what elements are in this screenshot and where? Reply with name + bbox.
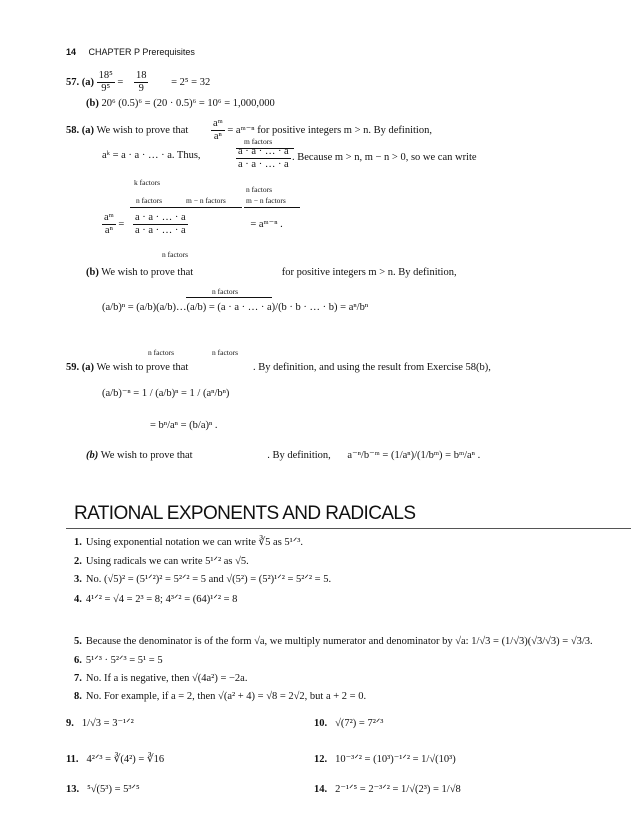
- exercise-number: 57.: [66, 76, 80, 88]
- item-number: 5.: [74, 636, 82, 647]
- concept-item: [74, 655, 163, 667]
- exercise-57-b: [86, 98, 275, 110]
- exercise-item: [66, 754, 164, 766]
- part-label: (b): [86, 267, 99, 278]
- brace-label: k factors: [134, 178, 161, 187]
- item-text: 4¹ᐟ² = √4 = 2³ = 8; 4³ᐟ² = (64)¹ᐟ² = 8: [85, 594, 238, 605]
- part-label: (a): [81, 362, 94, 373]
- overbrace: [130, 207, 242, 208]
- brace-label: n factors: [148, 348, 175, 357]
- brace-label: n factors: [162, 250, 189, 259]
- brace-label: n factors: [246, 185, 273, 194]
- exercise-answer: 1/√3 = 3⁻¹ᐟ²: [81, 718, 134, 729]
- concept-item: [74, 537, 303, 549]
- exercise-number: 10.: [314, 718, 328, 729]
- equation: = aᵐ⁻ⁿ .: [250, 218, 283, 230]
- derivation: (a/b)ⁿ = (a/b)(a/b)…(a/b) = (a · a · … · a)/(b · b · … · b) = aⁿ/bⁿ: [102, 302, 369, 313]
- fraction: [102, 212, 116, 237]
- part-label: (b): [86, 98, 99, 109]
- brace-label: n factors: [136, 196, 163, 205]
- exercise-answer: 2⁻¹ᐟ⁵ = 2⁻³ᐟ² = 1/√(2³) = 1/√8: [335, 784, 461, 795]
- exercise-item: [314, 784, 461, 796]
- concept-item: [74, 556, 249, 568]
- exercise-item: [314, 754, 456, 766]
- exercise-57-a: 57. (a) $\frac{\text{18⁵}}{\text{9⁵}}$ = $\frac{18}{9}$ = 2⁵ = 32: [66, 70, 211, 94]
- item-number: 1.: [74, 537, 82, 548]
- part-label: (a): [81, 76, 94, 88]
- exercise-item: [66, 718, 134, 730]
- numerator: 18⁵: [98, 70, 113, 81]
- concept-item: [74, 691, 366, 703]
- numerator: 18: [135, 70, 147, 81]
- item-text: 5¹ᐟ³ · 5²ᐟ³ = 5¹ = 5: [85, 655, 163, 666]
- exercise-59-b: [86, 450, 480, 462]
- equation: = 2⁵ = 32: [171, 76, 211, 88]
- statement-rhs: for positive integers m > n. By definition,: [281, 267, 457, 278]
- denominator: 9: [138, 83, 144, 94]
- concept-item: [74, 673, 247, 685]
- fraction: [97, 70, 115, 95]
- chapter-title: CHAPTER P Prerequisites: [88, 47, 195, 57]
- fraction: [236, 146, 291, 171]
- item-text: No. (√5)² = (5¹ᐟ²)² = 5²ᐟ² = 5 and √(5²) = (5²)¹ᐟ² = 5²ᐟ² = 5.: [85, 574, 332, 585]
- numerator: a · a · … · a: [238, 146, 289, 157]
- exercise-number: 12.: [314, 754, 328, 765]
- exercise-number: 58.: [66, 124, 80, 136]
- exercise-item: [314, 718, 383, 730]
- numerator: aᵐ: [212, 118, 223, 129]
- statement: We wish to prove that: [96, 124, 189, 136]
- concept-item: [74, 574, 331, 586]
- equation: 20⁶ (0.5)⁶ = (20 · 0.5)⁶ = 10⁶ = 1,000,000: [101, 98, 275, 109]
- section-title: RATIONAL EXPONENTS AND RADICALS: [74, 503, 416, 524]
- fraction: [134, 70, 149, 95]
- brace-label: m − n factors: [246, 196, 286, 205]
- exercise-answer: ⁵√(5³) = 5³ᐟ⁵: [87, 784, 140, 795]
- item-text: No. If a is negative, then √(4a²) = −2a.: [85, 673, 248, 684]
- brace-label: m factors: [244, 137, 273, 146]
- exercise-item: [66, 784, 140, 796]
- exercise-number: 11.: [66, 754, 79, 765]
- item-number: 4.: [74, 594, 82, 605]
- denominator: a · a · … · a: [238, 159, 289, 170]
- statement: We wish to prove that: [101, 267, 194, 278]
- item-number: 2.: [74, 556, 82, 567]
- concept-item: [74, 636, 593, 648]
- item-number: 7.: [74, 673, 82, 684]
- section-rule: [66, 528, 631, 529]
- item-number: 6.: [74, 655, 82, 666]
- statement-rhs: = aᵐ⁻ⁿ for positive integers m > n. By definition,: [227, 124, 432, 136]
- item-number: 3.: [74, 574, 82, 585]
- fraction: [133, 212, 188, 237]
- derivation: a⁻ⁿ/b⁻ᵐ = (1/aⁿ)/(1/bᵐ) = bᵐ/aⁿ .: [347, 450, 481, 461]
- exercise-58-b: [86, 267, 457, 279]
- statement-rhs: . By definition, and using the result from Exercise 58(b),: [252, 362, 491, 373]
- page-number: 14: [66, 47, 77, 57]
- exercise-59-a: [66, 362, 491, 374]
- part-label: (a): [81, 124, 94, 136]
- item-text: No. For example, if a = 2, then √(a² + 4) = √8 = 2√2, but a + 2 = 0.: [85, 691, 367, 702]
- running-header: [66, 47, 195, 57]
- exercise-number: 14.: [314, 784, 328, 795]
- overbrace: [244, 207, 300, 208]
- denominator: 9⁵: [101, 83, 111, 94]
- derivation: (a/b)⁻ⁿ = 1 / (a/b)ⁿ = 1 / (aⁿ/bⁿ): [102, 388, 230, 399]
- item-number: 8.: [74, 691, 82, 702]
- denominator: aⁿ: [104, 225, 113, 236]
- fraction-block: [236, 146, 291, 171]
- derivation: = bⁿ/aⁿ = (b/a)ⁿ .: [150, 420, 218, 431]
- part-label: (b): [86, 450, 99, 461]
- statement-rhs: . By definition,: [267, 450, 331, 461]
- exercise-number: 59.: [66, 362, 80, 373]
- item-text: Using radicals we can write 5¹ᐟ² as √5.: [85, 556, 249, 567]
- exercise-answer: √(7²) = 7²ᐟ³: [335, 718, 384, 729]
- fraction: [211, 118, 225, 143]
- item-text: Because the denominator is of the form √a, we multiply numerator and denominator by √a: 1/√3 = (1/√3)(√3/√3) = √3/3.: [85, 636, 593, 647]
- brace-label: m − n factors: [186, 196, 226, 205]
- exercise-answer: 10⁻³ᐟ² = (10³)⁻¹ᐟ² = 1/√(10³): [335, 754, 456, 765]
- denominator: a · a · … · a: [134, 225, 186, 236]
- concept-item: [74, 594, 237, 606]
- exercise-answer: 4²ᐟ³ = ∛(4²) = ∛16: [86, 754, 165, 765]
- brace-label: n factors: [212, 348, 239, 357]
- item-text: Using exponential notation we can write ∛5 as 5¹ᐟ³.: [85, 537, 304, 548]
- numerator: aᵐ: [104, 212, 114, 223]
- derivation: $\frac{\text{aᵐ}}{\text{aⁿ}}$ = $\frac{a \cdot a \cdot \dots \cdot a}{a \cdot a \cdot \dots \cdot a}$ = aᵐ⁻ⁿ .: [104, 212, 283, 236]
- statement: We wish to prove that: [96, 362, 189, 373]
- brace-label: n factors: [212, 287, 239, 296]
- definition: [102, 150, 201, 162]
- exercise-number: 13.: [66, 784, 80, 795]
- because-text: . Because m > n, m − n > 0, so we can write: [292, 152, 477, 163]
- denominator: aⁿ: [213, 131, 222, 142]
- statement: We wish to prove that: [100, 450, 193, 461]
- exercise-number: 9.: [66, 718, 74, 729]
- overbrace: [186, 297, 272, 298]
- numerator: a · a · … · a: [134, 212, 186, 223]
- definition-text: aᵏ = a · a · … · a. Thus,: [102, 150, 201, 161]
